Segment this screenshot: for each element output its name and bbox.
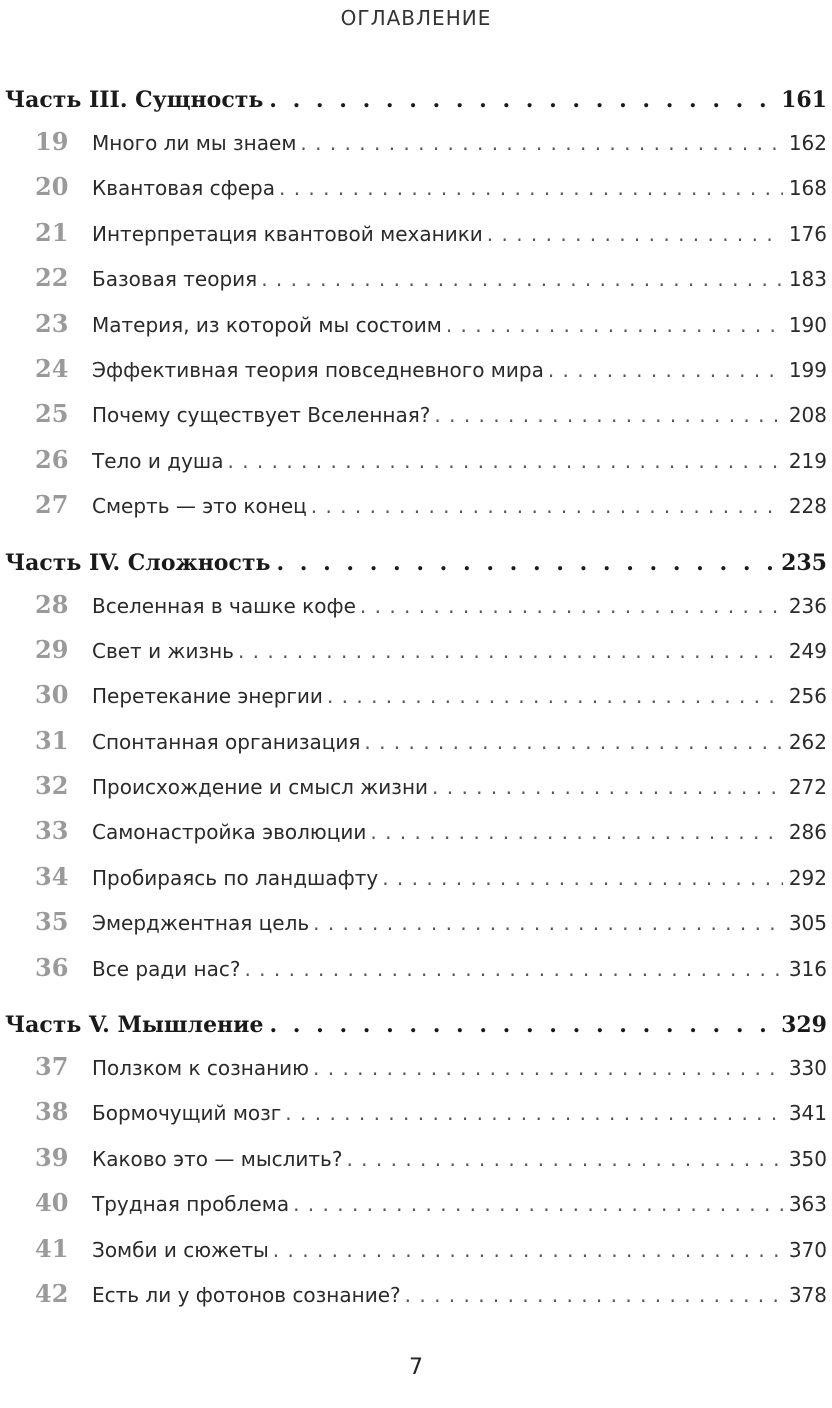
dot-leader xyxy=(346,1147,782,1171)
chapter-page: 190 xyxy=(788,312,827,337)
chapter-title: Много ли мы знаем xyxy=(92,131,297,155)
dot-leader xyxy=(432,775,783,799)
toc-entry[interactable] xyxy=(5,127,827,172)
part-title: Часть IV. Сложность xyxy=(5,549,271,576)
part-page: 161 xyxy=(781,87,827,113)
toc-entry[interactable] xyxy=(5,1234,827,1279)
dot-leader xyxy=(285,1101,783,1125)
chapter-number: 23 xyxy=(35,308,69,338)
chapter-number: 40 xyxy=(35,1188,69,1218)
chapter-number: 20 xyxy=(35,172,69,202)
chapter-page: 199 xyxy=(788,357,827,382)
dot-leader xyxy=(446,313,783,337)
chapter-page: 183 xyxy=(788,267,827,292)
dot-leader xyxy=(487,222,783,246)
part-title: Часть III. Сущность xyxy=(5,87,264,113)
chapter-page: 219 xyxy=(788,448,827,473)
chapter-number: 28 xyxy=(35,589,69,619)
chapter-number: 39 xyxy=(35,1142,69,1172)
toc-entry[interactable] xyxy=(5,263,827,308)
part-page: 329 xyxy=(781,1012,827,1039)
chapter-page: 228 xyxy=(788,494,827,519)
chapter-page: 208 xyxy=(788,403,827,428)
chapter-title: Эффективная теория повседневного мира xyxy=(92,357,544,382)
chapter-number: 27 xyxy=(35,490,69,520)
chapter-title: Спонтанная организация xyxy=(92,729,361,754)
chapter-number: 29 xyxy=(35,634,69,664)
table-of-contents xyxy=(5,87,827,1338)
dot-leader xyxy=(370,820,782,844)
chapter-title: Трудная проблема xyxy=(92,1192,290,1217)
part-heading[interactable] xyxy=(5,550,827,590)
part-page: 235 xyxy=(781,549,827,576)
dot-leader xyxy=(313,1056,783,1080)
toc-part-4 xyxy=(5,550,827,999)
dot-leader xyxy=(269,87,775,113)
dot-leader xyxy=(273,1238,783,1262)
toc-entry[interactable] xyxy=(5,354,827,399)
chapter-title: Зомби и сюжеты xyxy=(92,1237,269,1262)
toc-entry[interactable] xyxy=(5,1143,827,1188)
chapter-title: Бормочущий мозг xyxy=(92,1101,282,1126)
toc-part-3 xyxy=(5,87,827,536)
dot-leader xyxy=(364,730,782,754)
chapter-title: Свет и жизнь xyxy=(92,638,234,663)
toc-entry[interactable] xyxy=(5,1097,827,1142)
chapter-title: Материя, из которой мы состоим xyxy=(92,312,442,337)
chapter-page: 370 xyxy=(788,1237,827,1262)
dot-leader xyxy=(300,131,782,155)
running-header: ОГЛАВЛЕНИЕ xyxy=(340,6,492,30)
chapter-title: Эмерджентная цель xyxy=(92,911,310,936)
dot-leader xyxy=(227,449,782,473)
toc-entry[interactable] xyxy=(5,590,827,635)
chapter-title: Смерть — это конец xyxy=(92,494,307,519)
chapter-title: Самонастройка эволюции xyxy=(92,820,367,845)
chapter-number: 38 xyxy=(35,1097,69,1127)
chapter-page: 363 xyxy=(788,1192,827,1217)
toc-entry[interactable] xyxy=(5,172,827,217)
chapter-number: 31 xyxy=(35,725,69,755)
chapter-page: 262 xyxy=(788,729,827,754)
chapter-title: Все ради нас? xyxy=(92,956,241,981)
dot-leader xyxy=(279,176,783,200)
dot-leader xyxy=(293,1192,783,1216)
toc-entry[interactable] xyxy=(5,1188,827,1233)
chapter-page: 162 xyxy=(788,131,827,155)
chapter-title: Вселенная в чашке кофе xyxy=(92,593,356,618)
chapter-number: 22 xyxy=(35,263,69,293)
chapter-number: 42 xyxy=(35,1278,69,1308)
dot-leader xyxy=(360,594,783,618)
chapter-title: Перетекание энергии xyxy=(92,684,323,709)
chapter-title: Базовая теория xyxy=(92,267,258,292)
chapter-title: Пробираясь по ландшафту xyxy=(92,865,379,890)
toc-entry[interactable] xyxy=(5,218,827,263)
chapter-number: 34 xyxy=(35,861,69,891)
toc-entry[interactable] xyxy=(5,816,827,861)
chapter-title: Каково это — мыслить? xyxy=(92,1146,343,1171)
chapter-page: 350 xyxy=(788,1146,827,1171)
dot-leader xyxy=(311,494,783,518)
chapter-number: 26 xyxy=(35,444,69,474)
chapter-number: 25 xyxy=(35,399,69,429)
toc-entry[interactable] xyxy=(5,953,827,998)
chapter-page: 168 xyxy=(788,176,827,201)
chapter-number: 24 xyxy=(35,353,69,383)
dot-leader xyxy=(269,1012,775,1038)
chapter-page: 272 xyxy=(788,775,827,800)
dot-leader xyxy=(327,684,783,708)
chapter-number: 33 xyxy=(35,816,69,846)
chapter-page: 378 xyxy=(788,1282,827,1307)
toc-entry[interactable] xyxy=(5,1052,827,1097)
chapter-page: 256 xyxy=(788,684,827,709)
dot-leader xyxy=(238,639,783,663)
chapter-title: Ползком к сознанию xyxy=(92,1056,310,1081)
chapter-page: 286 xyxy=(788,820,827,845)
chapter-title: Квантовая сфера xyxy=(92,176,275,201)
chapter-number: 41 xyxy=(35,1233,69,1263)
dot-leader xyxy=(382,866,783,890)
chapter-page: 330 xyxy=(788,1056,827,1081)
toc-entry[interactable] xyxy=(5,635,827,680)
chapter-number: 32 xyxy=(35,771,69,801)
toc-part-5 xyxy=(5,1012,827,1324)
dot-leader xyxy=(244,957,782,981)
toc-entry[interactable] xyxy=(5,771,827,816)
chapter-page: 249 xyxy=(788,638,827,663)
dot-leader xyxy=(276,550,775,576)
toc-entry[interactable] xyxy=(5,490,827,535)
chapter-page: 236 xyxy=(788,593,827,618)
chapter-title: Есть ли у фотонов сознание? xyxy=(92,1282,401,1307)
toc-entry[interactable] xyxy=(5,680,827,725)
toc-entry[interactable] xyxy=(5,445,827,490)
part-heading[interactable] xyxy=(5,87,827,127)
chapter-page: 176 xyxy=(788,221,827,246)
chapter-title: Происхождение и смысл жизни xyxy=(92,775,429,800)
toc-entry[interactable] xyxy=(5,862,827,907)
toc-entry[interactable] xyxy=(5,1279,827,1324)
dot-leader xyxy=(313,911,783,935)
dot-leader xyxy=(434,403,782,427)
chapter-page: 305 xyxy=(788,911,827,936)
chapter-number: 37 xyxy=(35,1052,69,1082)
part-title: Часть V. Мышление xyxy=(5,1012,264,1039)
dot-leader xyxy=(405,1283,783,1307)
chapter-page: 341 xyxy=(788,1101,827,1126)
toc-entry[interactable] xyxy=(5,399,827,444)
chapter-number: 21 xyxy=(35,217,69,247)
chapter-page: 292 xyxy=(788,865,827,890)
chapter-title: Тело и душа xyxy=(92,448,224,473)
part-heading[interactable] xyxy=(5,1012,827,1052)
chapter-number: 35 xyxy=(35,907,69,937)
toc-entry[interactable] xyxy=(5,309,827,354)
toc-entry[interactable] xyxy=(5,907,827,952)
chapter-number: 36 xyxy=(35,952,69,982)
chapter-number: 30 xyxy=(35,680,69,710)
chapter-title: Почему существует Вселенная? xyxy=(92,403,431,428)
chapter-page: 316 xyxy=(788,956,827,981)
toc-entry[interactable] xyxy=(5,726,827,771)
chapter-number: 19 xyxy=(35,127,69,156)
page-number: 7 xyxy=(409,1355,423,1380)
dot-leader xyxy=(261,267,783,291)
dot-leader xyxy=(548,358,783,382)
chapter-title: Интерпретация квантовой механики xyxy=(92,221,483,246)
